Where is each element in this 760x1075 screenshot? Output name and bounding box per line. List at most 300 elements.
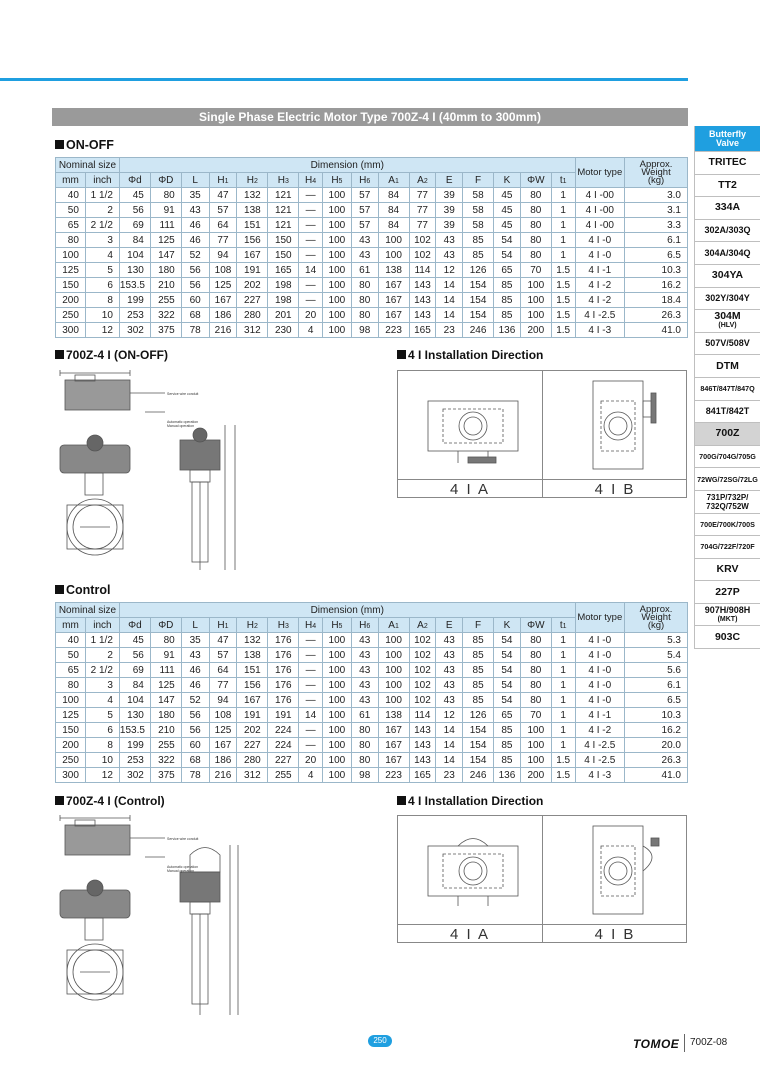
table-cell: 43 [351, 633, 378, 648]
table-cell: 102 [409, 248, 436, 263]
table-cell: 43 [351, 648, 378, 663]
table-cell: 255 [150, 738, 181, 753]
table-cell: 100 [378, 678, 409, 693]
sidebar-item[interactable]: 700Z [694, 423, 760, 446]
table-cell: 100 [322, 203, 351, 218]
table-cell: 132 [237, 188, 268, 203]
table-cell: 47 [209, 633, 237, 648]
table-cell: 80 [520, 678, 551, 693]
table-cell: 4 I -00 [575, 203, 624, 218]
table-cell: 3.0 [625, 188, 688, 203]
table-cell: 45 [494, 188, 521, 203]
table-cell: 43 [436, 648, 463, 663]
table-cell: 227 [237, 738, 268, 753]
table-cell: 2 [85, 648, 119, 663]
table-cell: 4 I -2.5 [575, 753, 624, 768]
valve-drawing-control [55, 810, 255, 1020]
table-row [56, 293, 688, 308]
column-header: H2 [237, 173, 268, 188]
table-cell: 4 I -2 [575, 723, 624, 738]
column-header: L [181, 173, 209, 188]
sidebar-item[interactable]: DTM [694, 355, 760, 378]
sidebar-category-butterfly-valve[interactable]: Butterfly Valve [694, 126, 760, 152]
table-row [56, 263, 688, 278]
table-cell: 61 [351, 708, 378, 723]
table-cell: — [299, 278, 323, 293]
table-cell: 191 [268, 708, 299, 723]
table-cell: 302 [119, 323, 150, 338]
table-cell: 108 [209, 708, 237, 723]
table-cell: 85 [494, 308, 521, 323]
table-cell: 80 [351, 293, 378, 308]
table-cell: 224 [268, 738, 299, 753]
table-cell: 246 [463, 768, 494, 783]
sidebar-item[interactable]: 846T/847T/847Q [694, 378, 760, 401]
table-cell: 4 I -00 [575, 188, 624, 203]
table-cell: 202 [237, 278, 268, 293]
table-cell: 167 [378, 753, 409, 768]
table-cell: 45 [494, 218, 521, 233]
table-cell: 153.5 [119, 278, 150, 293]
table-cell: 200 [520, 323, 551, 338]
table-cell: 14 [436, 738, 463, 753]
table-cell: 77 [409, 203, 436, 218]
table-cell: 41.0 [625, 768, 688, 783]
table-cell: 43 [436, 248, 463, 263]
table-row [56, 203, 688, 218]
table-cell: 14 [436, 723, 463, 738]
table-cell: 6.1 [625, 678, 688, 693]
table-cell: 150 [268, 248, 299, 263]
sidebar-item[interactable]: 704G/722F/720F [694, 536, 760, 559]
table-cell: 210 [150, 723, 181, 738]
table-cell: 2 1/2 [85, 663, 119, 678]
table-cell: 85 [463, 678, 494, 693]
table-cell: 80 [520, 233, 551, 248]
table-cell: 6.5 [625, 248, 688, 263]
column-header: E [436, 618, 463, 633]
sidebar-item[interactable]: 907H/908H (MKT) [694, 604, 760, 627]
table-cell: 46 [181, 663, 209, 678]
table-cell: 39 [436, 188, 463, 203]
table-cell: 69 [119, 663, 150, 678]
table-cell: 100 [322, 233, 351, 248]
table-cell: 78 [181, 323, 209, 338]
table-cell: 4 I -1 [575, 708, 624, 723]
table-cell: 1 [551, 633, 575, 648]
table-cell: 85 [494, 278, 521, 293]
table-cell: 100 [378, 663, 409, 678]
table-cell: 23 [436, 323, 463, 338]
table-cell: 143 [409, 723, 436, 738]
table-cell: 126 [463, 708, 494, 723]
table-cell: 125 [209, 278, 237, 293]
table-cell: 186 [209, 308, 237, 323]
table-cell: — [299, 218, 323, 233]
table-cell: 2 [85, 203, 119, 218]
header-dimension: Dimension (mm) [119, 603, 575, 618]
table-cell: 50 [56, 203, 86, 218]
column-header: A1 [378, 618, 409, 633]
table-cell: 100 [322, 263, 351, 278]
table-cell: 57 [351, 218, 378, 233]
table-cell: 56 [119, 648, 150, 663]
table-cell: 121 [268, 188, 299, 203]
table-cell: 100 [322, 633, 351, 648]
table-cell: 14 [299, 263, 323, 278]
table-cell: 60 [181, 738, 209, 753]
table-cell: 8 [85, 293, 119, 308]
table-cell: 1 1/2 [85, 633, 119, 648]
table-cell: 57 [209, 203, 237, 218]
table-cell: 26.3 [625, 753, 688, 768]
table-cell: 100 [378, 693, 409, 708]
table-cell: 100 [322, 708, 351, 723]
table-cell: 121 [268, 203, 299, 218]
table-cell: 14 [436, 278, 463, 293]
table-cell: 43 [436, 678, 463, 693]
table-cell: 23 [436, 768, 463, 783]
table-cell: 100 [322, 308, 351, 323]
table-cell: 132 [237, 633, 268, 648]
table-cell: 5 [85, 708, 119, 723]
table-cell: 57 [209, 648, 237, 663]
table-cell: 100 [322, 753, 351, 768]
table-cell: 2 1/2 [85, 218, 119, 233]
table-cell: 4 I -2.5 [575, 738, 624, 753]
table-cell: — [299, 203, 323, 218]
table-cell: 191 [237, 708, 268, 723]
table-cell: 3 [85, 678, 119, 693]
column-header: ΦD [150, 173, 181, 188]
table-cell: 1 1/2 [85, 188, 119, 203]
table-cell: 4 I -2 [575, 278, 624, 293]
sidebar-item[interactable]: KRV [694, 559, 760, 582]
table-cell: 151 [237, 218, 268, 233]
table-cell: 114 [409, 263, 436, 278]
sidebar-item[interactable]: 302Y/304Y [694, 288, 760, 311]
table-cell: 250 [56, 308, 86, 323]
table-cell: 167 [209, 293, 237, 308]
table-cell: 35 [181, 188, 209, 203]
document-code: 700Z-08 [690, 1037, 728, 1048]
table-cell: 111 [150, 218, 181, 233]
table-cell: 14 [436, 293, 463, 308]
sidebar-item[interactable]: 227P [694, 581, 760, 604]
table-cell: 77 [409, 188, 436, 203]
table-cell: 1.5 [551, 293, 575, 308]
table-cell: 154 [463, 278, 494, 293]
table-cell: 322 [150, 308, 181, 323]
sidebar-item[interactable]: TRITEC [694, 152, 760, 175]
table-cell: 138 [378, 263, 409, 278]
table-cell: 80 [520, 188, 551, 203]
table-cell: 100 [56, 693, 86, 708]
table-cell: 253 [119, 308, 150, 323]
table-cell: 198 [268, 278, 299, 293]
table-cell: 84 [119, 233, 150, 248]
square-bullet-icon [397, 796, 406, 805]
table-cell: 54 [494, 648, 521, 663]
table-cell: 78 [181, 768, 209, 783]
table-cell: 54 [494, 678, 521, 693]
table-cell: 14 [436, 753, 463, 768]
table-cell: 12 [436, 263, 463, 278]
column-header: mm [56, 173, 86, 188]
sidebar-item[interactable]: 700E/700K/700S [694, 514, 760, 537]
header-motor-type: Motor type [575, 603, 624, 633]
table-cell: 200 [56, 293, 86, 308]
table-cell: 5.6 [625, 663, 688, 678]
table-cell: 154 [463, 308, 494, 323]
table-cell: 154 [463, 723, 494, 738]
table-cell: 154 [463, 738, 494, 753]
table-cell: 154 [463, 293, 494, 308]
table-cell: — [299, 738, 323, 753]
table-cell: 165 [409, 323, 436, 338]
table-row [56, 278, 688, 293]
table-cell: 85 [463, 648, 494, 663]
section-title-on-off: ON-OFF [55, 138, 114, 152]
table-row [56, 218, 688, 233]
table-row [56, 708, 688, 723]
install-label-4ib: 4 I B [594, 926, 636, 943]
sidebar-item[interactable]: 334A [694, 197, 760, 220]
table-cell: 153.5 [119, 723, 150, 738]
table-cell: 1.5 [551, 278, 575, 293]
table-cell: 85 [494, 293, 521, 308]
install-label-4ia: 4 I A [449, 481, 491, 498]
table-cell: 1.5 [551, 753, 575, 768]
table-cell: 100 [378, 233, 409, 248]
table-cell: 4 [299, 323, 323, 338]
table-cell: 138 [378, 708, 409, 723]
column-header: H3 [268, 618, 299, 633]
table-cell: — [299, 663, 323, 678]
sidebar-item[interactable]: 304M (HLV) [694, 310, 760, 333]
table-cell: 46 [181, 678, 209, 693]
table-cell: 102 [409, 233, 436, 248]
table-cell: 80 [56, 233, 86, 248]
table-cell: 64 [209, 663, 237, 678]
sidebar-item[interactable]: 841T/842T [694, 401, 760, 424]
table-cell: 80 [520, 633, 551, 648]
table-cell: 227 [237, 293, 268, 308]
table-cell: 114 [409, 708, 436, 723]
table-cell: 54 [494, 693, 521, 708]
table-cell: 45 [494, 203, 521, 218]
table-cell: 176 [268, 678, 299, 693]
table-cell: 80 [351, 753, 378, 768]
table-cell: 20 [299, 753, 323, 768]
sidebar-item[interactable]: TT2 [694, 175, 760, 198]
table-cell: 210 [150, 278, 181, 293]
column-header: H6 [351, 618, 378, 633]
table-cell: 45 [119, 188, 150, 203]
column-header: ΦD [150, 618, 181, 633]
table-cell: 70 [520, 708, 551, 723]
dimension-table-on-off [55, 157, 688, 338]
table-cell: — [299, 293, 323, 308]
install-label-4ia: 4 I A [449, 926, 491, 943]
table-cell: 5.3 [625, 633, 688, 648]
sidebar-item[interactable]: 903C [694, 626, 760, 649]
table-cell: — [299, 678, 323, 693]
table-cell: 43 [351, 663, 378, 678]
table-cell: 150 [56, 278, 86, 293]
table-cell: 4 I -3 [575, 768, 624, 783]
sidebar-item[interactable]: 507V/508V [694, 333, 760, 356]
table-cell: 125 [56, 263, 86, 278]
table-row [56, 323, 688, 338]
table-cell: 98 [351, 768, 378, 783]
table-cell: 126 [463, 263, 494, 278]
table-cell: 85 [463, 633, 494, 648]
drawing-note-auto: Automatic operation [167, 865, 199, 869]
table-cell: 255 [268, 768, 299, 783]
table-cell: 4 I -0 [575, 633, 624, 648]
table-cell: 156 [237, 678, 268, 693]
column-header: A1 [378, 173, 409, 188]
table-cell: 100 [56, 248, 86, 263]
table-cell: 143 [409, 308, 436, 323]
sidebar-item[interactable]: 304YA [694, 265, 760, 288]
table-cell: 100 [322, 218, 351, 233]
table-cell: 43 [436, 693, 463, 708]
table-cell: 167 [237, 248, 268, 263]
table-cell: 167 [237, 693, 268, 708]
table-cell: — [299, 633, 323, 648]
table-cell: 1 [551, 188, 575, 203]
table-cell: 57 [351, 203, 378, 218]
table-cell: 143 [409, 278, 436, 293]
table-cell: 4 [85, 693, 119, 708]
drawing-note-conduit: Service wire conduit [167, 837, 199, 841]
table-cell: 41.0 [625, 323, 688, 338]
column-header: K [494, 173, 521, 188]
table-cell: 3 [85, 233, 119, 248]
table-cell: 50 [56, 648, 86, 663]
column-header: F [463, 618, 494, 633]
table-cell: 85 [494, 753, 521, 768]
table-cell: 80 [150, 633, 181, 648]
table-cell: 26.3 [625, 308, 688, 323]
table-cell: 20.0 [625, 738, 688, 753]
table-cell: 80 [351, 738, 378, 753]
table-row [56, 663, 688, 678]
header-nominal-size: Nominal size [56, 158, 120, 173]
tomoe-logo: TOMOE [633, 1037, 680, 1051]
sidebar-item[interactable]: 72WG/72SG/72LG [694, 468, 760, 491]
table-cell: 4 I -0 [575, 248, 624, 263]
table-cell: 65 [494, 708, 521, 723]
table-cell: 200 [520, 768, 551, 783]
sidebar-item[interactable]: 302A/303Q [694, 220, 760, 243]
table-cell: 100 [322, 248, 351, 263]
table-cell: 108 [209, 263, 237, 278]
column-header: t1 [551, 618, 575, 633]
table-cell: 176 [268, 693, 299, 708]
square-bullet-icon [397, 350, 406, 359]
table-cell: 150 [268, 233, 299, 248]
install-4ib-drawing [543, 371, 687, 479]
footer-divider [684, 1034, 685, 1052]
sidebar-item[interactable]: 304A/304Q [694, 242, 760, 265]
table-cell: 138 [237, 648, 268, 663]
table-cell: 100 [520, 293, 551, 308]
table-cell: 54 [494, 248, 521, 263]
sidebar-item[interactable]: 731P/732P/ 732Q/752W [694, 491, 760, 514]
table-cell: 111 [150, 663, 181, 678]
table-cell: 300 [56, 768, 86, 783]
table-cell: 91 [150, 203, 181, 218]
table-cell: 52 [181, 248, 209, 263]
table-cell: 39 [436, 218, 463, 233]
table-cell: 100 [322, 678, 351, 693]
column-header: ΦW [520, 173, 551, 188]
install-title-control: 4 I Installation Direction [397, 794, 543, 808]
table-cell: 69 [119, 218, 150, 233]
table-cell: 104 [119, 248, 150, 263]
table-cell: 1 [551, 693, 575, 708]
table-cell: 1.5 [551, 308, 575, 323]
table-cell: 58 [463, 203, 494, 218]
table-cell: 100 [322, 768, 351, 783]
table-cell: — [299, 693, 323, 708]
table-cell: 10 [85, 753, 119, 768]
table-cell: 280 [237, 753, 268, 768]
table-cell: 375 [150, 323, 181, 338]
table-cell: 80 [56, 678, 86, 693]
header-dimension: Dimension (mm) [119, 158, 575, 173]
column-header: H5 [322, 173, 351, 188]
table-cell: 18.4 [625, 293, 688, 308]
table-cell: 45 [119, 633, 150, 648]
table-cell: 125 [56, 708, 86, 723]
table-cell: 43 [436, 663, 463, 678]
table-cell: 85 [494, 738, 521, 753]
sidebar-item[interactable]: 700G/704G/705G [694, 446, 760, 469]
table-cell: 4 I -0 [575, 233, 624, 248]
column-header: H4 [299, 618, 323, 633]
table-cell: 167 [378, 738, 409, 753]
table-cell: 102 [409, 663, 436, 678]
table-cell: 43 [351, 233, 378, 248]
header-weight: Approx. Weight (kg) [625, 158, 688, 188]
valve-drawing-on-off [55, 365, 255, 575]
table-cell: 1 [551, 218, 575, 233]
table-cell: 246 [463, 323, 494, 338]
table-cell: 57 [351, 188, 378, 203]
install-direction-on-off [397, 370, 687, 498]
table-cell: 186 [209, 753, 237, 768]
table-cell: 80 [351, 723, 378, 738]
table-cell: 56 [181, 708, 209, 723]
table-cell: 100 [520, 753, 551, 768]
table-cell: 151 [237, 663, 268, 678]
table-cell: 312 [237, 768, 268, 783]
table-cell: 80 [520, 663, 551, 678]
table-cell: 91 [150, 648, 181, 663]
section-title-control: Control [55, 583, 110, 597]
table-cell: 12 [85, 323, 119, 338]
table-cell: 80 [150, 188, 181, 203]
column-header: H2 [237, 618, 268, 633]
table-cell: 58 [463, 218, 494, 233]
table-cell: 8 [85, 738, 119, 753]
table-cell: 77 [409, 218, 436, 233]
table-cell: 100 [322, 663, 351, 678]
